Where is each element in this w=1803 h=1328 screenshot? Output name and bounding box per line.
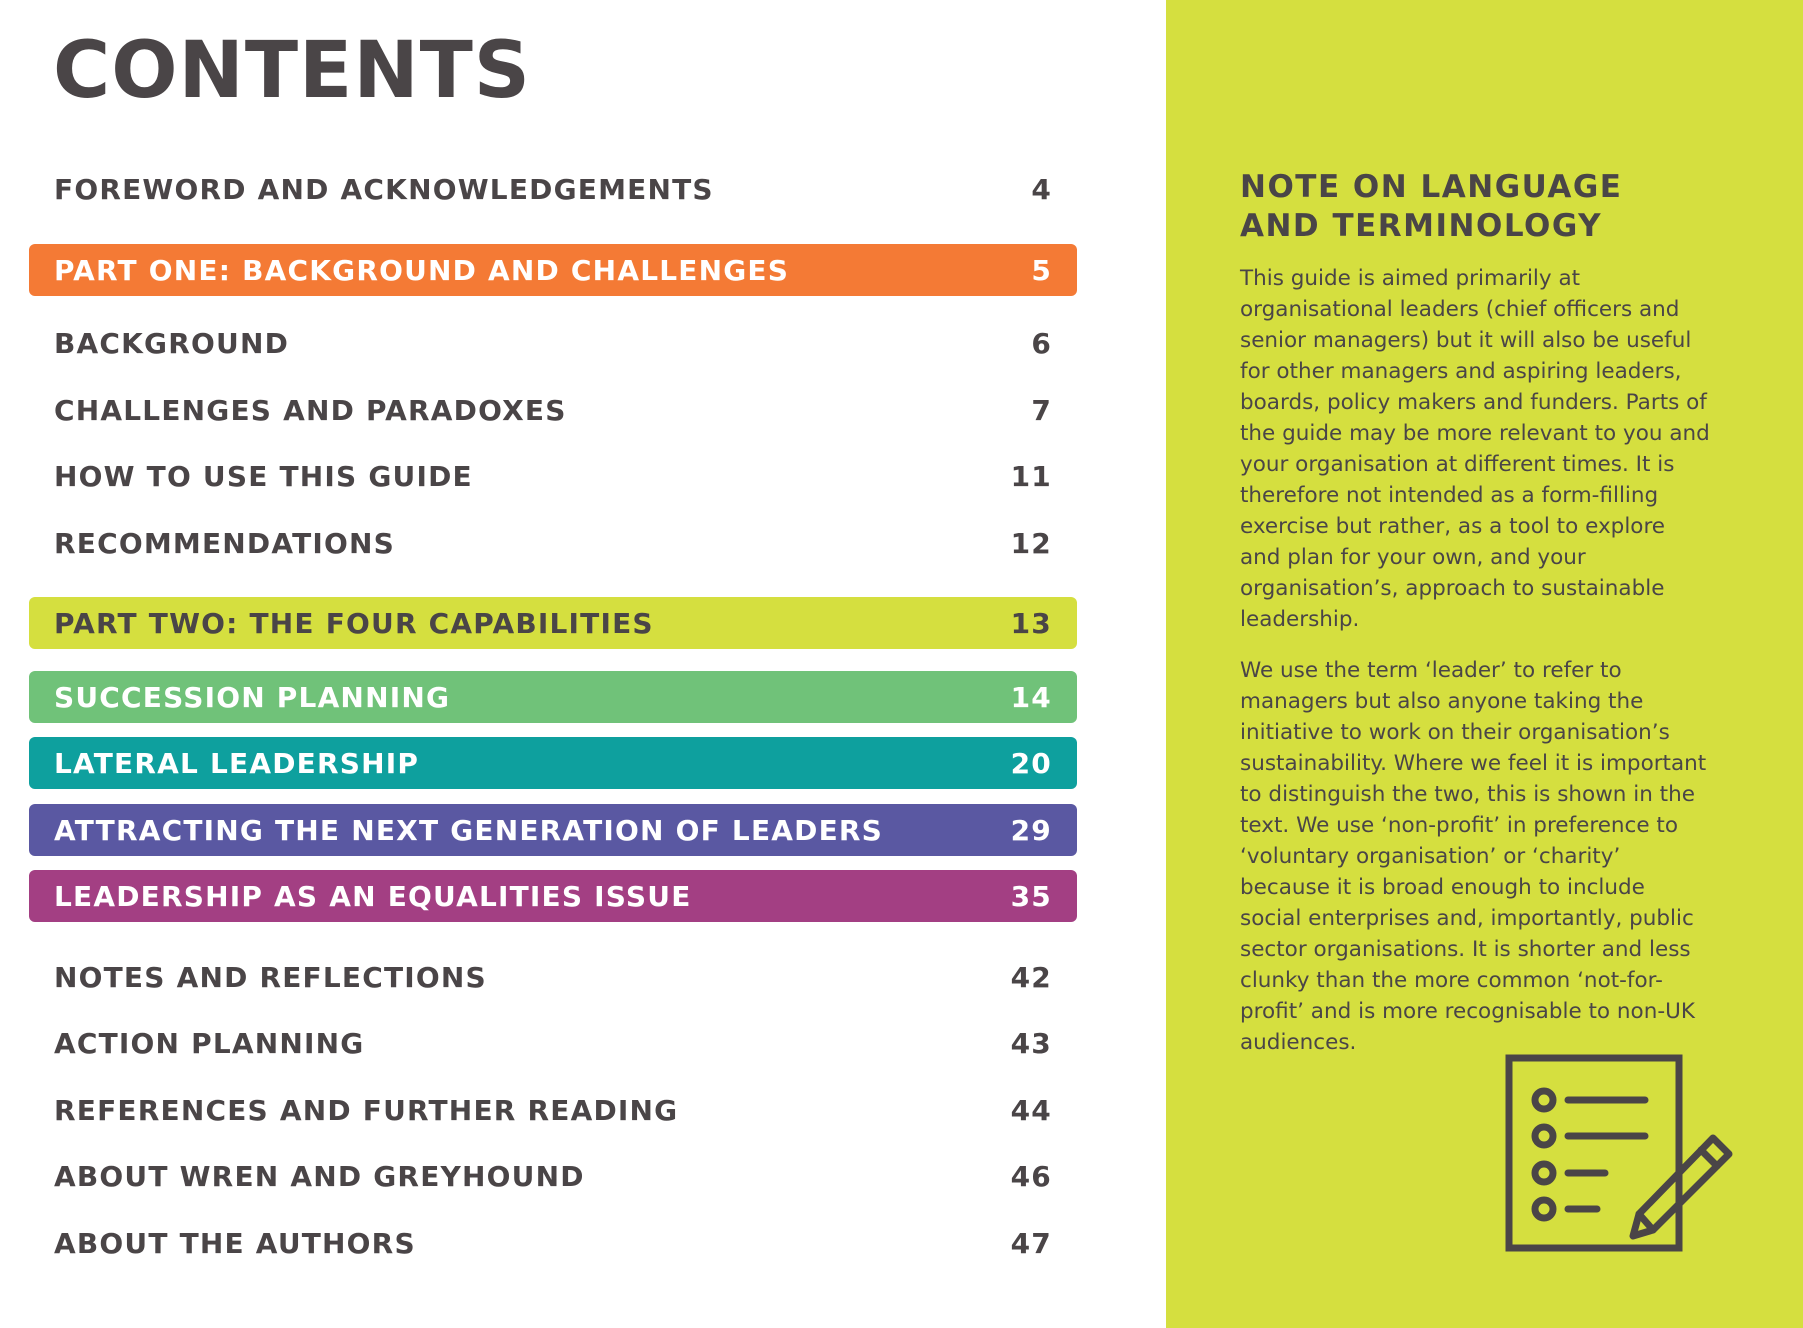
toc-banner-lateral-leadership[interactable]	[29, 737, 1077, 789]
toc-banner-succession-planning[interactable]	[29, 671, 1077, 723]
page-title: CONTENTS	[53, 26, 531, 116]
toc-item-page: 11	[1010, 459, 1052, 493]
note-heading	[1240, 168, 1622, 246]
toc-item-page: 46	[1010, 1159, 1052, 1193]
note-heading-line2: AND TERMINOLOGY	[1240, 208, 1603, 244]
toc-item-page: 6	[1031, 326, 1052, 360]
note-body	[1240, 263, 1710, 1078]
toc-item-page: 4	[1031, 172, 1052, 206]
toc-banner-next-generation[interactable]	[29, 804, 1077, 856]
toc-item-action-planning[interactable]	[29, 1017, 1077, 1069]
toc-item-page: 47	[1010, 1226, 1052, 1260]
toc-item-label: ATTRACTING THE NEXT GENERATION OF LEADERS	[54, 813, 884, 847]
toc-item-label: BACKGROUND	[54, 326, 290, 360]
toc-item-references[interactable]	[29, 1084, 1077, 1136]
toc-item-page: 7	[1031, 393, 1052, 427]
toc-item-page: 43	[1010, 1026, 1052, 1060]
toc-item-label: NOTES AND REFLECTIONS	[54, 960, 487, 994]
toc-item-page: 42	[1010, 960, 1052, 994]
toc-item-about-wren[interactable]	[29, 1150, 1077, 1202]
toc-item-background[interactable]	[29, 317, 1077, 369]
checklist-pencil-icon	[1505, 1054, 1735, 1258]
toc-item-recommendations[interactable]	[29, 517, 1077, 569]
toc-item-label: FOREWORD AND ACKNOWLEDGEMENTS	[54, 172, 714, 206]
toc-item-page: 29	[1010, 813, 1052, 847]
toc-item-about-authors[interactable]	[29, 1217, 1077, 1269]
toc-item-foreword[interactable]	[29, 163, 1077, 215]
toc-item-challenges[interactable]	[29, 384, 1077, 436]
toc-item-label: REFERENCES AND FURTHER READING	[54, 1093, 679, 1127]
toc-item-label: HOW TO USE THIS GUIDE	[54, 459, 473, 493]
toc-item-label: ABOUT THE AUTHORS	[54, 1226, 416, 1260]
toc-item-page: 13	[1010, 606, 1052, 640]
toc-item-label: SUCCESSION PLANNING	[54, 680, 451, 714]
note-heading-line1: NOTE ON LANGUAGE	[1240, 169, 1623, 205]
toc-banner-part-two[interactable]	[29, 597, 1077, 649]
toc-item-label: CHALLENGES AND PARADOXES	[54, 393, 567, 427]
toc-item-page: 14	[1010, 680, 1052, 714]
toc-item-label: PART ONE: BACKGROUND AND CHALLENGES	[54, 253, 790, 287]
note-panel	[1166, 0, 1803, 1328]
toc-item-page: 5	[1031, 253, 1052, 287]
note-paragraph: This guide is aimed primarily at organisational leaders (chief officers and senior managers) but it will also be useful for other managers and aspiring leaders, boards, policy makers and funders. Parts of the guide may be more relevant to you and your organisation at different times. It is therefore not intended as a form-filling exercise but rather, as a tool to explore and plan for your own, and your organisation’s, approach to sustainable leadership.	[1240, 266, 1710, 632]
note-paragraph: We use the term ‘leader’ to refer to managers but also anyone taking the initiative to work on their organisation’s sustainability. Where we feel it is important to distinguish the two, this is shown in the text. We use ‘non-profit’ in preference to ‘voluntary organisation’ or ‘charity’ because it is broad enough to include social enterprises and, importantly, public sector organisations. It is shorter and less clunky than the more common ‘not-for-profit’ and is more recognisable to non-UK audiences.	[1240, 658, 1707, 1055]
toc-item-page: 12	[1010, 526, 1052, 560]
toc-item-page: 20	[1010, 746, 1052, 780]
toc-banner-equalities[interactable]	[29, 870, 1077, 922]
toc-item-label: PART TWO: THE FOUR CAPABILITIES	[54, 606, 654, 640]
toc-item-label: ACTION PLANNING	[54, 1026, 365, 1060]
toc-item-label: LATERAL LEADERSHIP	[54, 746, 420, 780]
toc-item-label: LEADERSHIP AS AN EQUALITIES ISSUE	[54, 879, 692, 913]
toc-item-notes[interactable]	[29, 951, 1077, 1003]
toc-banner-part-one[interactable]	[29, 244, 1077, 296]
toc-item-page: 44	[1010, 1093, 1052, 1127]
toc-item-label: RECOMMENDATIONS	[54, 526, 395, 560]
toc-item-how-to-use[interactable]	[29, 450, 1077, 502]
toc-item-page: 35	[1010, 879, 1052, 913]
toc-item-label: ABOUT WREN AND GREYHOUND	[54, 1159, 585, 1193]
